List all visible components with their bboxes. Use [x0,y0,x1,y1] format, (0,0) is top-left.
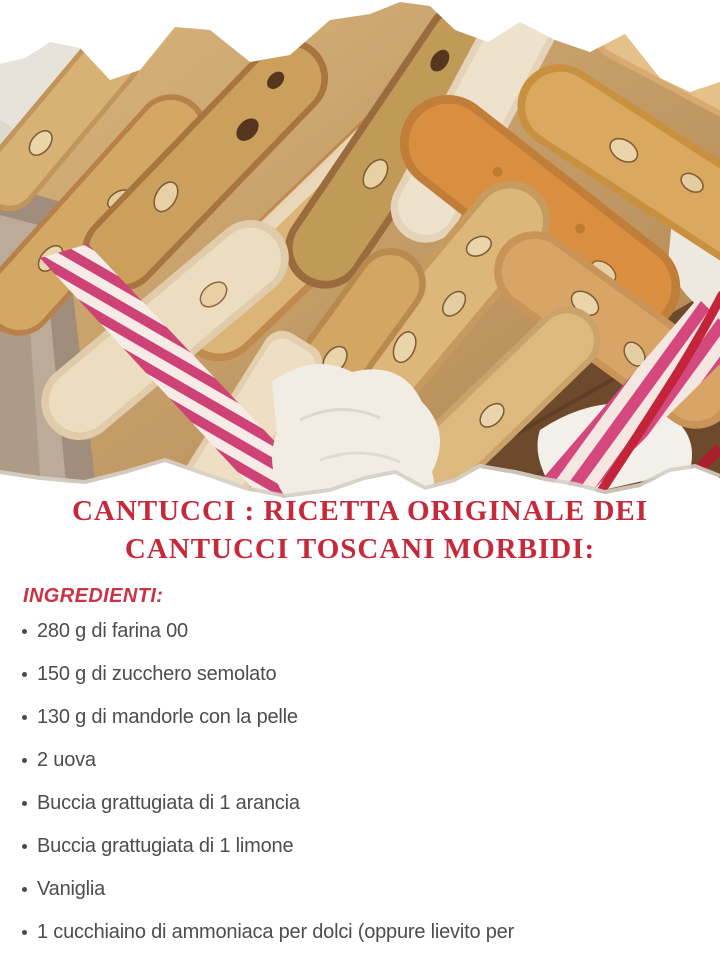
ingredient-item: Buccia grattugiata di 1 limone [22,836,692,857]
ingredient-item: 130 g di mandorle con la pelle [22,707,692,728]
ingredients-heading: INGREDIENTI: [23,585,164,607]
recipe-title-line-2: CANTUCCI TOSCANI MORBIDI: [124,533,596,566]
ingredient-item: 1 cucchiaino di ammoniaca per dolci (oppure lievito per [22,922,692,943]
ingredient-item: 280 g di farina 00 [22,621,692,642]
ingredient-item: 150 g di zucchero semolato [22,664,692,685]
ingredient-item: 2 uova [22,750,692,771]
recipe-title-line-1: CANTUCCI : RICETTA ORIGINALE DEI [71,495,649,527]
ingredients-list [22,621,692,960]
recipe-title [0,492,720,569]
ingredient-item: Buccia grattugiata di 1 arancia [22,793,692,814]
ingredient-item: Vaniglia [22,879,692,900]
